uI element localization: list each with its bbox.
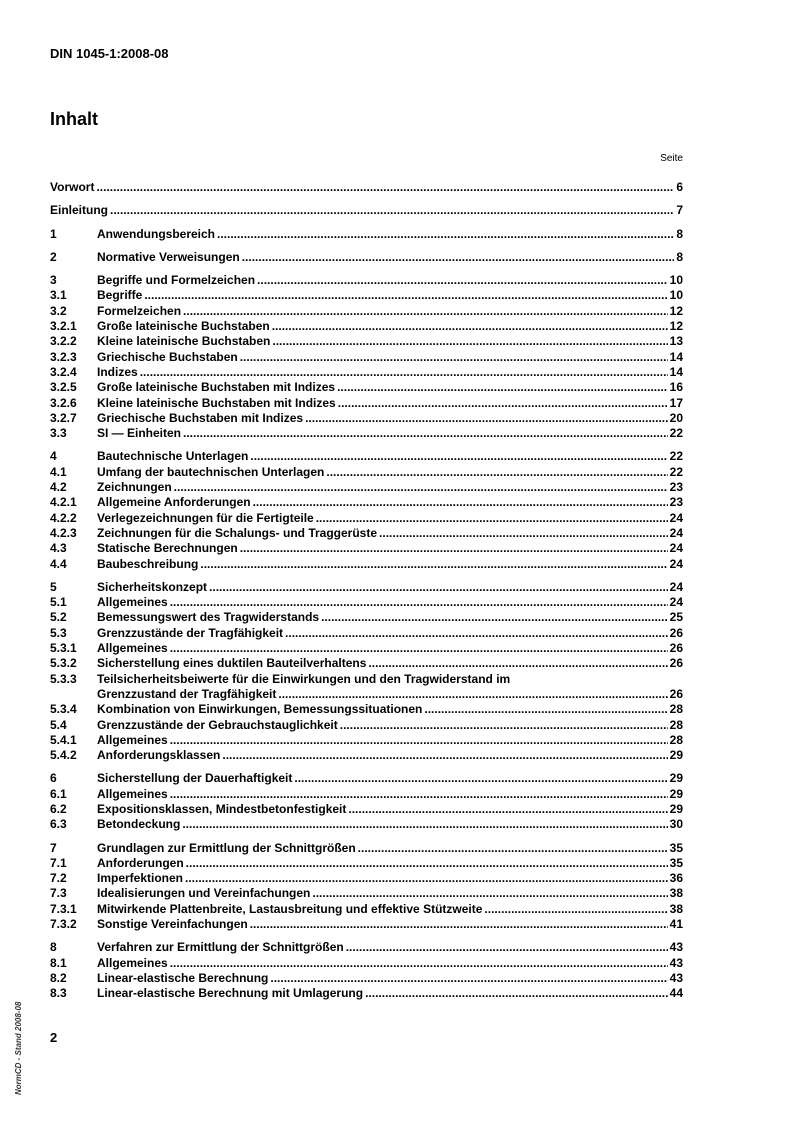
toc-entry[interactable] (50, 557, 683, 572)
toc-entry-page: 30 (669, 817, 683, 832)
dot-leader (170, 641, 668, 656)
toc-entry-page: 26 (669, 656, 683, 671)
toc-entry[interactable] (50, 802, 683, 817)
dot-leader (185, 871, 668, 886)
toc-entry-number: 5.3 (50, 625, 67, 640)
toc-entry[interactable] (50, 971, 683, 986)
toc-entry-page: 22 (669, 449, 683, 464)
toc-entry-number: 4.2.2 (50, 510, 77, 525)
toc-entry-number: 7.3.2 (50, 917, 77, 932)
toc-entry-label: Allgemeines (97, 732, 168, 747)
toc-entry-label: Grenzzustand der Tragfähigkeit (97, 686, 277, 701)
toc-entry[interactable] (50, 304, 683, 319)
toc-entry-number: 3.2 (50, 303, 67, 318)
toc-entry-number: 3.2.5 (50, 380, 77, 395)
toc-entry-number: 5.4 (50, 717, 67, 732)
toc-entry-page: 43 (669, 955, 683, 970)
toc-entry-label: Linear-elastische Berechnung mit Umlagerung (97, 986, 364, 1001)
dot-leader (365, 986, 668, 1001)
toc-entry-number: 8.1 (50, 955, 67, 970)
toc-entry-label: Begriffe (97, 288, 143, 303)
toc-entry-number: 7.2 (50, 871, 67, 886)
dot-leader (316, 511, 668, 526)
toc-entry-label: Begriffe und Formelzeichen (97, 273, 256, 288)
toc-entry-label: Normative Verweisungen (97, 249, 240, 264)
dot-leader (321, 610, 668, 625)
dot-leader (484, 902, 667, 917)
toc-entry-page: 24 (669, 510, 683, 525)
toc-entry[interactable] (50, 956, 683, 971)
toc-entry-page: 43 (669, 940, 683, 955)
toc-entry[interactable] (50, 787, 683, 802)
toc-entry-label: Anforderungen (97, 855, 184, 870)
toc-entry[interactable] (50, 480, 683, 495)
toc-entry-page: 35 (669, 855, 683, 870)
toc-entry[interactable] (50, 250, 683, 265)
toc-entry-number: 3.2.1 (50, 319, 77, 334)
toc-entry-label: Griechische Buchstaben (97, 349, 238, 364)
toc-entry-label: Kombination von Einwirkungen, Bemessungssituationen (97, 702, 423, 717)
toc-entry[interactable] (50, 380, 683, 395)
toc-entry-number: 3.2.3 (50, 349, 77, 364)
toc-entry-label: Große lateinische Buchstaben (97, 319, 270, 334)
toc-entry-label: Statische Berechnungen (97, 541, 238, 556)
toc-entry[interactable] (50, 902, 683, 917)
toc-entry-number: 5.4.1 (50, 732, 77, 747)
toc-entry-label: Allgemeine Anforderungen (97, 495, 251, 510)
dot-leader (338, 396, 668, 411)
toc-entry-label: Anwendungsbereich (97, 226, 216, 241)
dot-leader (305, 411, 668, 426)
toc-entry-page: 20 (669, 410, 683, 425)
dot-leader (312, 886, 667, 901)
toc-entry-label: Bemessungswert des Tragwiderstands (97, 610, 320, 625)
toc-entry[interactable] (50, 319, 683, 334)
dot-leader (340, 718, 668, 733)
toc-entry-page: 29 (669, 748, 683, 763)
toc-entry-label: SI — Einheiten (97, 426, 182, 441)
toc-entry-page: 23 (669, 480, 683, 495)
dot-leader (242, 250, 675, 265)
toc-entry-label: Kleine lateinische Buchstaben mit Indizes (97, 395, 336, 410)
toc-entry-page: 24 (669, 525, 683, 540)
toc-entry-label: Allgemeines (97, 955, 168, 970)
toc-entry-page: 14 (669, 364, 683, 379)
toc-entry[interactable] (50, 733, 683, 748)
toc-entry-page: 13 (669, 334, 683, 349)
dot-leader (170, 595, 668, 610)
toc-entry[interactable] (50, 641, 683, 656)
toc-entry-number: 6.3 (50, 817, 67, 832)
toc-entry-label: Anforderungsklassen (97, 748, 221, 763)
toc-entry-page: 7 (676, 203, 683, 218)
toc-entry-label: Betondeckung (97, 817, 181, 832)
toc-entry-label: Linear-elastische Berechnung (97, 970, 269, 985)
dot-leader (337, 380, 668, 395)
toc-entry[interactable] (50, 203, 683, 218)
toc-entry-label: Vorwort (50, 180, 95, 194)
toc-entry-page: 29 (669, 771, 683, 786)
toc-entry-page: 14 (669, 349, 683, 364)
dot-leader (170, 787, 668, 802)
toc-entry-number: 6.1 (50, 786, 67, 801)
toc-entry[interactable] (50, 986, 683, 1001)
toc-entry-page: 22 (669, 426, 683, 441)
toc-entry-page: 12 (669, 319, 683, 334)
toc-entry[interactable] (50, 227, 683, 242)
toc-entry-label: Formelzeichen (97, 303, 182, 318)
toc-entry-label: Teilsicherheitsbeiwerte für die Einwirkungen und den Tragwiderstand im (97, 671, 511, 686)
toc-entry-page: 24 (669, 595, 683, 610)
toc-entry[interactable] (50, 334, 683, 349)
toc-entry-number: 3 (50, 273, 57, 288)
toc-entry-number: 3.2.6 (50, 395, 77, 410)
toc-entry[interactable] (50, 526, 683, 541)
dot-leader (257, 273, 668, 288)
toc-entry-label: Kleine lateinische Buchstaben (97, 334, 271, 349)
toc-entry[interactable] (50, 180, 683, 195)
dot-leader (240, 350, 668, 365)
toc-entry[interactable] (50, 595, 683, 610)
toc-entry[interactable] (50, 350, 683, 365)
toc-entry[interactable] (50, 672, 683, 687)
dot-leader (209, 580, 668, 595)
toc-entry-label: Allgemeines (97, 595, 168, 610)
toc-entry[interactable] (50, 886, 683, 901)
toc-entry-page: 10 (669, 288, 683, 303)
table-of-contents (50, 180, 683, 1002)
dot-leader (424, 702, 667, 717)
toc-entry-label: Zeichnungen (97, 480, 172, 495)
toc-entry[interactable] (50, 771, 683, 786)
toc-entry-page: 8 (676, 226, 683, 241)
toc-entry-number: 8 (50, 940, 57, 955)
toc-entry[interactable] (50, 687, 683, 702)
dot-leader (183, 426, 668, 441)
toc-entry-number: 5.4.2 (50, 748, 77, 763)
toc-entry-page: 29 (669, 801, 683, 816)
toc-entry-number: 4 (50, 449, 57, 464)
toc-entry-number: 7.3.1 (50, 901, 77, 916)
dot-leader (222, 748, 667, 763)
toc-entry-label: Imperfektionen (97, 871, 184, 886)
toc-entry-page: 22 (669, 464, 683, 479)
dot-leader (186, 856, 668, 871)
dot-leader (144, 288, 667, 303)
toc-entry[interactable] (50, 841, 683, 856)
dot-leader (170, 956, 668, 971)
toc-entry[interactable] (50, 449, 683, 464)
toc-entry-label: Grenzzustände der Gebrauchstauglichkeit (97, 717, 338, 732)
toc-entry-label: Verlegezeichnungen für die Fertigteile (97, 510, 314, 525)
document-id: DIN 1045-1:2008-08 (50, 46, 169, 61)
dot-leader (326, 465, 667, 480)
toc-entry-page: 6 (676, 180, 683, 194)
page-title: Inhalt (50, 109, 98, 129)
dot-leader (110, 203, 674, 218)
toc-entry-label: Baubeschreibung (97, 556, 199, 571)
toc-entry-page: 12 (669, 303, 683, 318)
toc-entry[interactable] (50, 871, 683, 886)
dot-leader (379, 526, 668, 541)
toc-entry-label: Sicherstellung der Dauerhaftigkeit (97, 771, 293, 786)
toc-entry[interactable] (50, 365, 683, 380)
toc-entry-label: Allgemeines (97, 786, 168, 801)
toc-entry[interactable] (50, 580, 683, 595)
toc-entry-number: 4.2.1 (50, 495, 77, 510)
toc-entry[interactable] (50, 856, 683, 871)
toc-entry-label: Indizes (97, 364, 138, 379)
toc-entry[interactable] (50, 748, 683, 763)
toc-entry[interactable] (50, 495, 683, 510)
toc-entry-label: Allgemeines (97, 641, 168, 656)
toc-entry-label: Verfahren zur Ermittlung der Schnittgrößen (97, 940, 344, 955)
toc-entry-page: 29 (669, 786, 683, 801)
toc-entry-number: 5.2 (50, 610, 67, 625)
toc-entry[interactable] (50, 917, 683, 932)
toc-entry-page: 26 (669, 641, 683, 656)
page-column-label: Seite (660, 153, 683, 164)
toc-entry[interactable] (50, 541, 683, 556)
toc-entry-label: Bautechnische Unterlagen (97, 449, 249, 464)
toc-entry-number: 3.2.7 (50, 410, 77, 425)
toc-entry-page: 25 (669, 610, 683, 625)
dot-leader (183, 304, 668, 319)
toc-entry-page: 28 (669, 732, 683, 747)
dot-leader (174, 480, 668, 495)
toc-entry[interactable] (50, 656, 683, 671)
dot-leader (348, 802, 667, 817)
toc-entry[interactable] (50, 288, 683, 303)
dot-leader (253, 495, 668, 510)
toc-entry-label: Griechische Buchstaben mit Indizes (97, 410, 304, 425)
toc-entry-number: 5.3.1 (50, 641, 77, 656)
toc-entry-number: 4.3 (50, 541, 67, 556)
toc-entry-number: 1 (50, 226, 57, 241)
side-note: NormCD - Stand 2008-08 (14, 1001, 23, 1095)
dot-leader (270, 971, 667, 986)
toc-entry-page: 24 (669, 556, 683, 571)
toc-entry-label: Einleitung (50, 203, 108, 218)
dot-leader (294, 771, 667, 786)
dot-leader (285, 626, 668, 641)
dot-leader (368, 656, 667, 671)
toc-entry-page: 38 (669, 901, 683, 916)
toc-entry-page: 36 (669, 871, 683, 886)
toc-entry-page: 35 (669, 840, 683, 855)
toc-entry-page: 43 (669, 970, 683, 985)
toc-entry-number: 5.3.3 (50, 671, 77, 686)
toc-entry-number: 6 (50, 771, 57, 786)
toc-entry-page: 16 (669, 380, 683, 395)
toc-entry-page: 26 (669, 686, 683, 701)
toc-entry-label: Große lateinische Buchstaben mit Indizes (97, 380, 336, 395)
toc-entry-label: Sonstige Vereinfachungen (97, 917, 248, 932)
dot-leader (358, 841, 668, 856)
dot-leader (250, 917, 668, 932)
toc-entry-label: Idealisierungen und Vereinfachungen (97, 886, 311, 901)
toc-entry[interactable] (50, 718, 683, 733)
toc-entry-label: Umfang der bautechnischen Unterlagen (97, 464, 325, 479)
toc-entry-label: Grenzzustände der Tragfähigkeit (97, 625, 284, 640)
toc-entry[interactable] (50, 411, 683, 426)
dot-leader (272, 319, 668, 334)
toc-entry-number: 5 (50, 579, 57, 594)
toc-entry[interactable] (50, 396, 683, 411)
toc-entry-page: 17 (669, 395, 683, 410)
toc-entry-page: 28 (669, 717, 683, 732)
toc-entry-number: 3.2.2 (50, 334, 77, 349)
toc-entry-number: 7.1 (50, 855, 67, 870)
toc-entry-number: 7 (50, 840, 57, 855)
dot-leader (140, 365, 668, 380)
toc-entry-label: Zeichnungen für die Schalungs- und Traggerüste (97, 525, 378, 540)
toc-entry-label: Sicherheitskonzept (97, 579, 208, 594)
toc-entry-page: 26 (669, 625, 683, 640)
toc-entry-label: Expositionsklassen, Mindestbetonfestigkeit (97, 801, 347, 816)
dot-leader (170, 733, 668, 748)
toc-entry-page: 38 (669, 886, 683, 901)
toc-entry-label: Sicherstellung eines duktilen Bauteilverhaltens (97, 656, 367, 671)
dot-leader (250, 449, 667, 464)
toc-entry-number: 4.4 (50, 556, 67, 571)
toc-entry[interactable] (50, 273, 683, 288)
toc-entry-number: 4.2 (50, 480, 67, 495)
toc-entry-number: 7.3 (50, 886, 67, 901)
dot-leader (240, 541, 668, 556)
toc-entry-number: 5.3.2 (50, 656, 77, 671)
toc-entry[interactable] (50, 511, 683, 526)
toc-entry-number: 3.2.4 (50, 364, 77, 379)
toc-entry-page: 8 (676, 249, 683, 264)
toc-entry[interactable] (50, 465, 683, 480)
toc-entry-number: 8.2 (50, 970, 67, 985)
toc-entry-number: 6.2 (50, 801, 67, 816)
toc-entry-number: 3.3 (50, 426, 67, 441)
toc-entry-number: 5.1 (50, 595, 67, 610)
toc-entry-page: 23 (669, 495, 683, 510)
toc-entry[interactable] (50, 817, 683, 832)
toc-entry-number: 2 (50, 249, 57, 264)
dot-leader (278, 687, 667, 702)
toc-entry-page: 41 (669, 917, 683, 932)
toc-entry[interactable] (50, 702, 683, 717)
toc-entry-page: 28 (669, 702, 683, 717)
toc-entry-label: Grundlagen zur Ermittlung der Schnittgrößen (97, 840, 356, 855)
dot-leader (217, 227, 674, 242)
toc-entry-number: 3.1 (50, 288, 67, 303)
toc-entry[interactable] (50, 626, 683, 641)
toc-entry-page: 10 (669, 273, 683, 288)
dot-leader (96, 180, 674, 195)
toc-entry[interactable] (50, 610, 683, 625)
toc-entry-number: 4.1 (50, 464, 67, 479)
toc-entry-number: 8.3 (50, 986, 67, 1001)
dot-leader (346, 940, 668, 955)
toc-entry[interactable] (50, 426, 683, 441)
toc-entry-page: 24 (669, 541, 683, 556)
page-number: 2 (50, 1030, 58, 1045)
dot-leader (200, 557, 667, 572)
toc-entry[interactable] (50, 940, 683, 955)
toc-entry-label: Mitwirkende Plattenbreite, Lastausbreitung und effektive Stützweite (97, 901, 483, 916)
toc-entry-number: 5.3.4 (50, 702, 77, 717)
toc-entry-page: 44 (669, 986, 683, 1001)
toc-entry-page: 24 (669, 579, 683, 594)
dot-leader (272, 334, 667, 349)
toc-entry-number: 4.2.3 (50, 525, 77, 540)
dot-leader (182, 817, 667, 832)
